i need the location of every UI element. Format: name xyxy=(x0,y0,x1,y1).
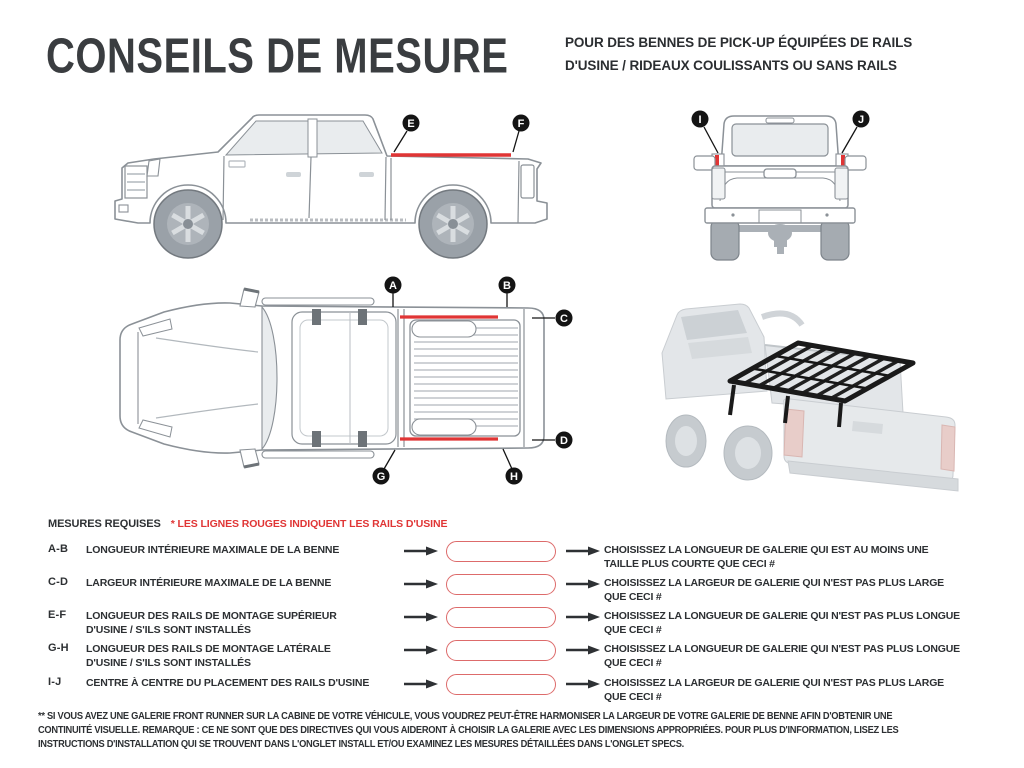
marker-b xyxy=(499,277,516,308)
svg-text:F: F xyxy=(517,118,525,130)
measures-header xyxy=(48,518,447,530)
marker-h xyxy=(503,449,523,485)
arrow-right-icon xyxy=(404,546,438,556)
measurement-input-cd[interactable] xyxy=(446,574,556,595)
row-label: LONGUEUR INTÉRIEURE MAXIMALE DE LA BENNE xyxy=(86,544,340,556)
measurement-row-cd xyxy=(48,576,998,610)
red-lines-legend: * LES LIGNES ROUGES INDIQUENT LES RAILS D'USINE xyxy=(170,518,448,530)
marker-f xyxy=(513,115,530,153)
row-instruction: CHOISISSEZ LA LARGEUR DE GALERIE QUI N'EST PAS PLUS LARGE QUE CECI # xyxy=(604,677,944,703)
row-code: I-J xyxy=(48,676,62,688)
measurement-row-ef xyxy=(48,609,998,643)
arrow-right-icon xyxy=(404,645,438,655)
subtitle-line-2: D'USINE / RIDEAUX COULISSANTS OU SANS RAILS xyxy=(565,58,897,73)
arrow-right-icon xyxy=(566,612,600,622)
row-instruction: CHOISISSEZ LA LARGEUR DE GALERIE QUI N'EST PAS PLUS LARGE QUE CECI # xyxy=(604,577,944,603)
svg-text:D: D xyxy=(560,435,568,447)
rear-window xyxy=(732,124,828,156)
measurement-input-ef[interactable] xyxy=(446,607,556,628)
truck-top-view-diagram xyxy=(112,276,584,488)
row-label: LONGUEUR DES RAILS DE MONTAGE SUPÉRIEUR D'USINE / S'ILS SONT INSTALLÉS xyxy=(86,610,337,636)
arrow-right-icon xyxy=(566,546,600,556)
svg-text:B: B xyxy=(503,280,511,292)
measurement-row-gh xyxy=(48,642,998,676)
marker-i xyxy=(692,111,719,154)
row-label: LONGUEUR DES RAILS DE MONTAGE LATÉRALE D'USINE / S'ILS SONT INSTALLÉS xyxy=(86,643,331,669)
front-wheel-icon xyxy=(154,190,222,258)
measurement-row-ab xyxy=(48,543,998,577)
svg-text:G: G xyxy=(376,471,386,483)
row-instruction: CHOISISSEZ LA LONGUEUR DE GALERIE QUI EST AU MOINS UNE TAILLE PLUS COURTE QUE CECI # xyxy=(604,544,929,570)
truck-rear-view-diagram xyxy=(675,103,885,268)
subtitle-line-1: POUR DES BENNES DE PICK-UP ÉQUIPÉES DE RAILS xyxy=(565,35,913,50)
footnote-line-3: INSTRUCTIONS D'INSTALLATION QUI SE TROUVENT DANS L'ONGLET INSTALL ET/OU EXAMINEZ LES MESURES DÉTAILLÉES DANS L'ONGLET SPECS. xyxy=(38,739,684,750)
row-code: A-B xyxy=(48,543,69,555)
measurement-input-ij[interactable] xyxy=(446,674,556,695)
svg-text:E: E xyxy=(407,118,415,130)
truck-rack-3d-illustration xyxy=(648,293,980,498)
footnote-line-1: ** SI VOUS AVEZ UNE GALERIE FRONT RUNNER SUR LA CABINE DE VOTRE VÉHICULE, VOUS VOUDREZ PEUT-ÊTRE HARMONISER LA LARGEUR DE VOTRE GALERIE DE BENNE AFIN D'OBTENIR UNE xyxy=(38,711,893,722)
svg-text:A: A xyxy=(389,280,397,292)
row-code: C-D xyxy=(48,576,69,588)
row-instruction: CHOISISSEZ LA LONGUEUR DE GALERIE QUI N'EST PAS PLUS LONGUE QUE CECI # xyxy=(604,643,960,669)
footnote-line-2: CONTINUITÉ VISUELLE. REMARQUE : CE NE SONT QUE DES DIRECTIVES QUI VOUS AIDERONT À CHOISIR LA GALERIE AVEC LES DIMENSIONS APPROPRIÉES. POUR PLUS D'INFORMATION, LISEZ LES xyxy=(38,725,899,736)
arrow-right-icon xyxy=(566,679,600,689)
marker-a xyxy=(385,277,402,308)
row-label: LARGEUR INTÉRIEURE MAXIMALE DE LA BENNE xyxy=(86,577,332,589)
row-code: E-F xyxy=(48,609,67,621)
undercarriage xyxy=(711,220,849,260)
svg-text:C: C xyxy=(560,313,568,325)
measurement-row-ij xyxy=(48,676,998,710)
svg-text:J: J xyxy=(857,114,865,126)
arrow-right-icon xyxy=(566,579,600,589)
svg-text:H: H xyxy=(510,471,518,483)
rear-wheel-icon xyxy=(419,190,487,258)
arrow-right-icon xyxy=(404,579,438,589)
truck-side-view-diagram xyxy=(98,106,568,266)
arrow-right-icon xyxy=(404,612,438,622)
row-label: CENTRE À CENTRE DU PLACEMENT DES RAILS D'USINE xyxy=(86,677,370,689)
marker-e xyxy=(394,115,420,153)
page-subtitle xyxy=(565,31,912,77)
footnote xyxy=(38,710,1024,752)
marker-g xyxy=(373,450,396,485)
row-code: G-H xyxy=(48,642,69,654)
measurement-input-ab[interactable] xyxy=(446,541,556,562)
row-instruction: CHOISISSEZ LA LONGUEUR DE GALERIE QUI N'EST PAS PLUS LONGUE QUE CECI # xyxy=(604,610,960,636)
page-title: CONSEILS DE MESURE xyxy=(46,30,509,84)
arrow-right-icon xyxy=(566,645,600,655)
measurement-input-gh[interactable] xyxy=(446,640,556,661)
svg-text:I: I xyxy=(698,114,702,126)
marker-j xyxy=(842,111,870,154)
measures-heading: MESURES REQUISES xyxy=(48,518,161,530)
arrow-right-icon xyxy=(404,679,438,689)
